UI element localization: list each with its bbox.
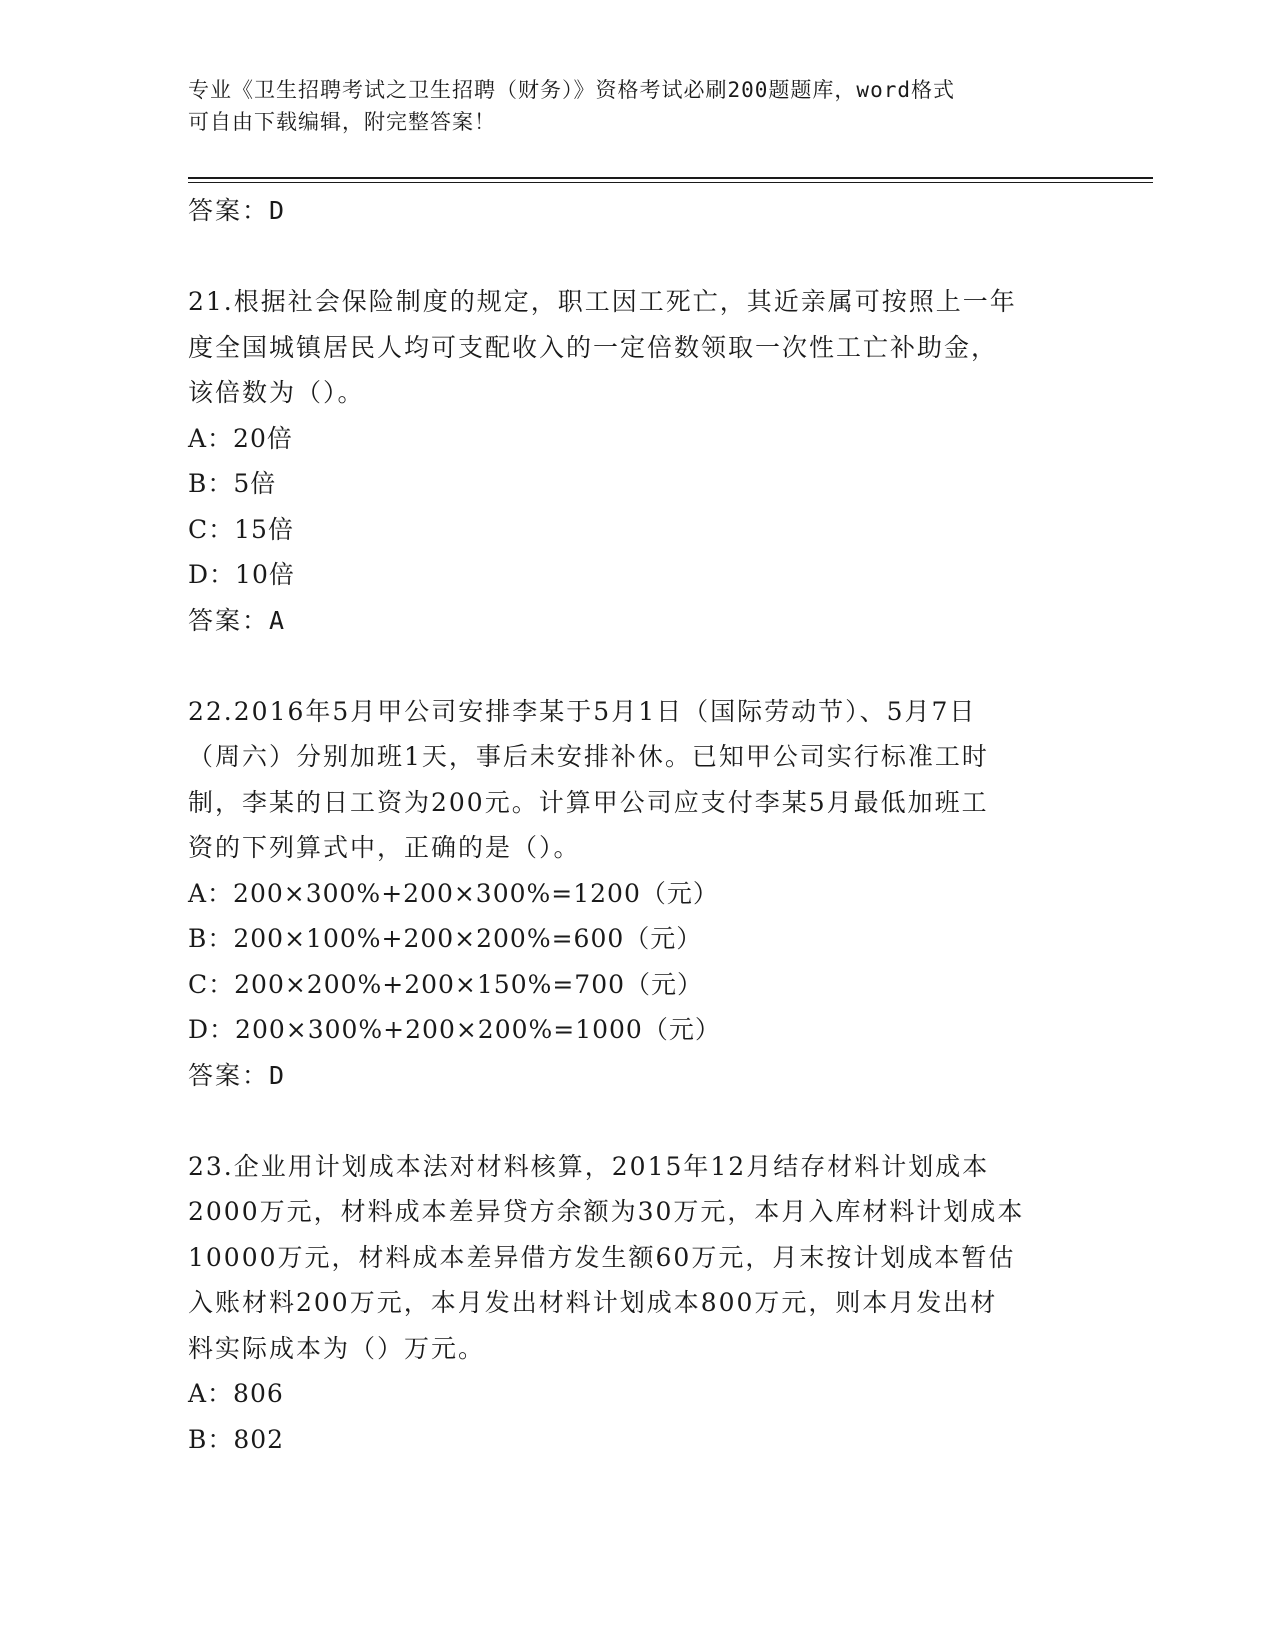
page-header [188,74,1088,138]
question-text-line: （周六）分别加班1天，事后未安排补休。已知甲公司实行标准工时 [188,742,989,771]
question-text-line: 22.2016年5月甲公司安排李某于5月1日（国际劳动节）、5月7日 [188,696,977,726]
spacer [188,643,1088,689]
previous-answer: 答案：D [188,196,287,225]
header-divider-thin [188,182,1153,183]
header-divider-thick [188,177,1153,179]
spacer [188,1098,1088,1144]
option-c: C：15倍 [188,514,294,544]
spacer [188,233,1088,279]
question-text-line: 10000万元，材料成本差异借方发生额60万元，月末按计划成本暂估 [188,1242,1016,1272]
option-b: B：5倍 [188,469,277,498]
question-text-line: 入账材料200万元，本月发出材料计划成本800万元，则本月发出材 [188,1288,998,1317]
option-b: B：200×100%+200×200%=600（元） [188,924,703,953]
header-title-line-1: 专业《卫生招聘考试之卫生招聘（财务）》资格考试必刷200题题库，word格式 [188,78,955,102]
question-text-line: 度全国城镇居民人均可支配收入的一定倍数领取一次性工亡补助金， [188,332,999,362]
question-text-line: 该倍数为（）。 [188,378,365,407]
option-b: B：802 [188,1424,285,1454]
option-a: A：200×300%+200×300%=1200（元） [188,878,719,908]
answer-21: 答案：A [188,605,287,635]
option-a: A：20倍 [188,423,293,453]
question-text-line: 资的下列算式中，正确的是（）。 [188,833,581,862]
answer-22: 答案：D [188,1060,287,1090]
option-a: A：806 [188,1379,284,1408]
question-21 [188,279,1088,416]
header-title-line-2: 可自由下载编辑，附完整答案！ [188,110,496,134]
question-23 [188,1144,1088,1372]
question-text-line: 制，李某的日工资为200元。计算甲公司应支付李某5月最低加班工 [188,787,989,817]
question-text-line: 2000万元，材料成本差异贷方余额为30万元，本月入库材料计划成本 [188,1197,1025,1226]
question-text-line: 21.根据社会保险制度的规定，职工因工死亡，其近亲属可按照上一年 [188,287,1017,316]
option-c: C：200×200%+200×150%=700（元） [188,969,704,999]
question-text-line: 23.企业用计划成本法对材料核算，2015年12月结存材料计划成本 [188,1151,990,1181]
question-list [188,188,1088,1462]
question-22 [188,689,1088,871]
option-d: D：200×300%+200×200%=1000（元） [188,1015,721,1044]
option-d: D：10倍 [188,560,295,589]
question-text-line: 料实际成本为（）万元。 [188,1333,486,1363]
